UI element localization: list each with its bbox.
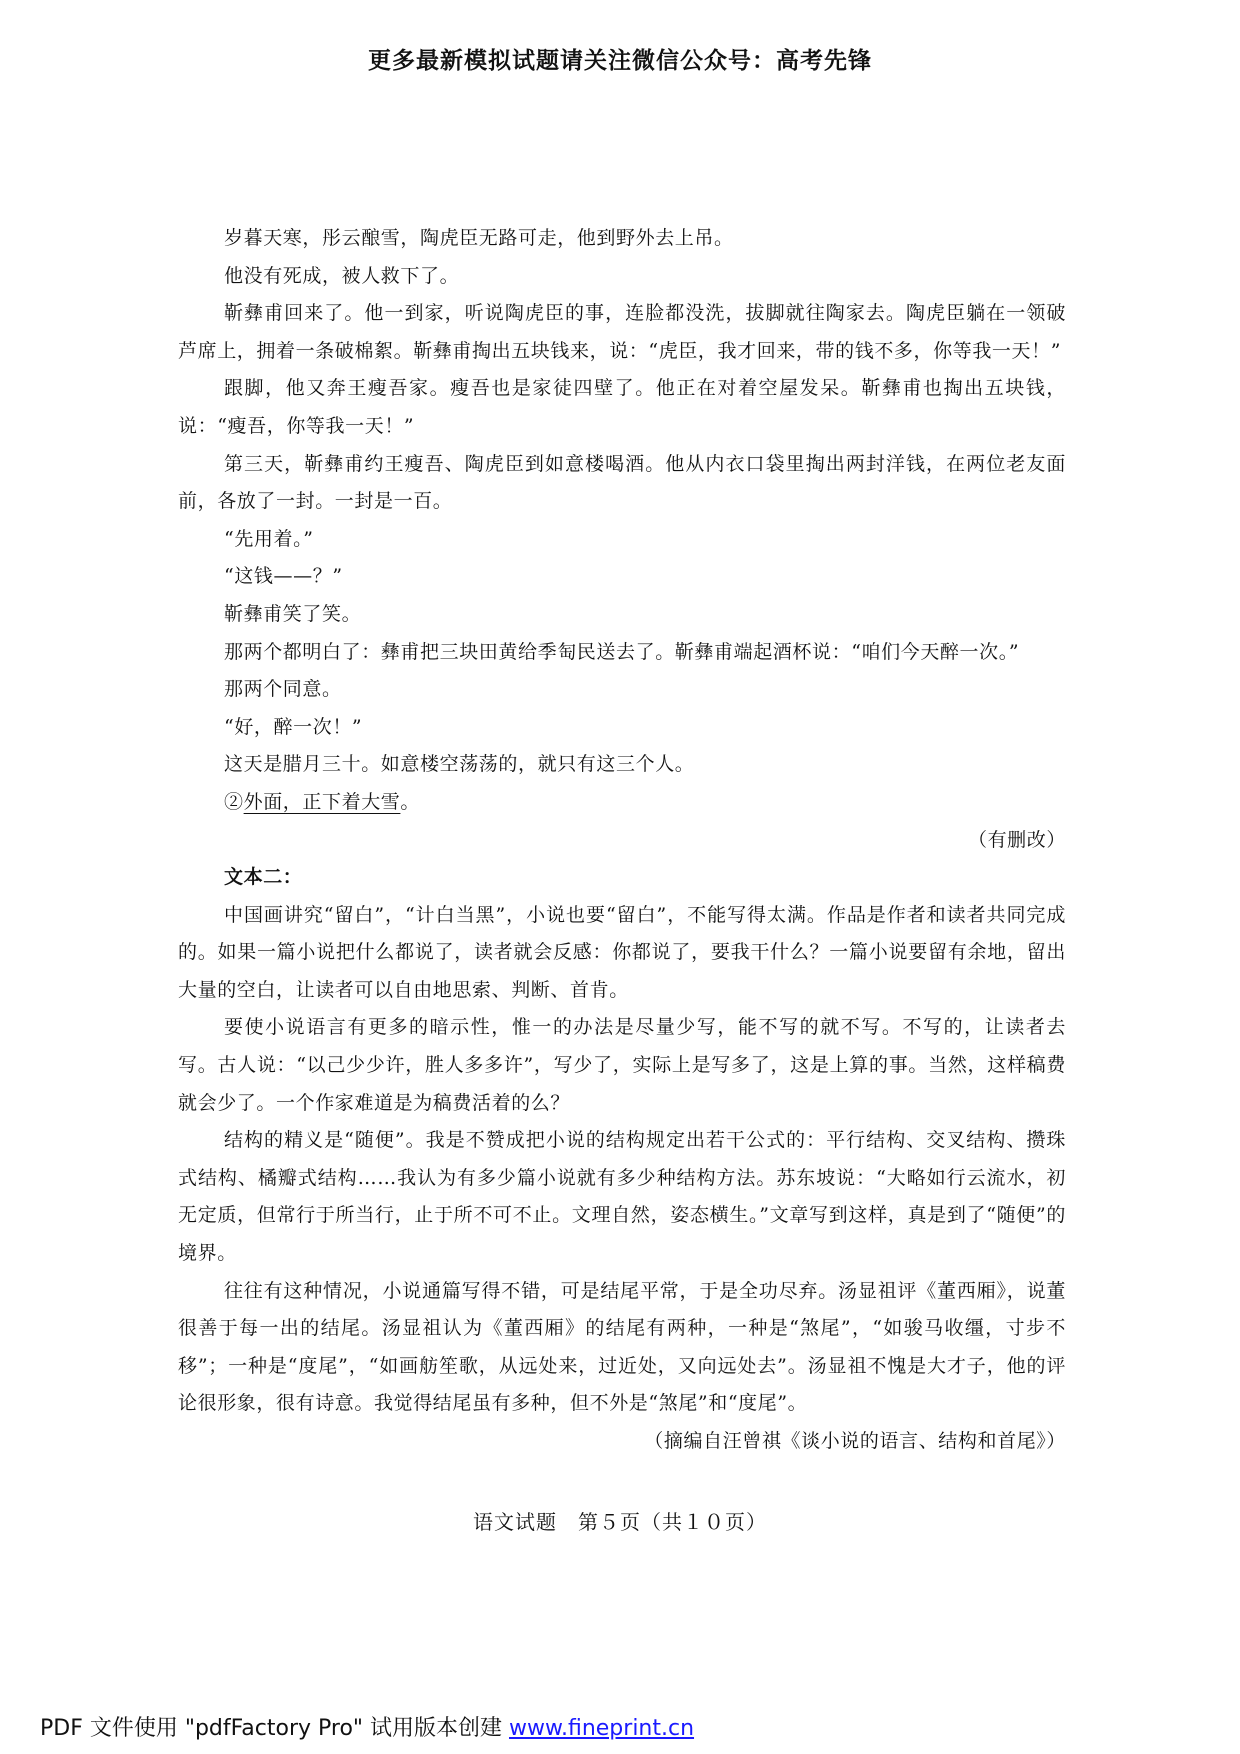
paragraph: 跟脚，他又奔王瘦吾家。瘦吾也是家徒四壁了。他正在对着空屋发呆。靳彝甫也掏出五块钱，说：“瘦吾，你等我一天！” — [178, 377, 1066, 437]
paragraph: 中国画讲究“留白”，“计白当黑”，小说也要“留白”，不能写得太满。作品是作者和读者共同完成的。如果一篇小说把什么都说了，读者就会反感：你都说了，要我干什么？一篇小说要留有余地，留出大量的空白，让读者可以自由地思索、判断、首肯。 — [178, 903, 1066, 1001]
paragraph: 他没有死成，被人救下了。 — [224, 264, 460, 287]
paragraph: 第三天，靳彝甫约王瘦吾、陶虎臣到如意楼喝酒。他从内衣口袋里掏出两封洋钱，在两位老友面前，各放了一封。一封是一百。 — [178, 452, 1066, 513]
paragraph: 要使小说语言有更多的暗示性，惟一的办法是尽量少写，能不写的就不写。不写的，让读者去写。古人说：“以己少少许，胜人多多许”，写少了，实际上是写多了，这是上算的事。当然，这样稿费就会少了。一个作家难道是为稿费活着的么？ — [178, 1016, 1066, 1114]
paragraph: 岁暮天寒，彤云酿雪，陶虎臣无路可走，他到野外去上吊。 — [224, 227, 734, 249]
paragraph: 那两个同意。 — [224, 678, 342, 701]
paragraph: 这天是腊月三十。如意楼空荡荡的，就只有这三个人。 — [224, 753, 695, 776]
paragraph: “先用着。” — [224, 527, 314, 550]
paragraph: 结构的精义是“随便”。我是不赞成把小说的结构规定出若干公式的：平行结构、交叉结构、攒珠式结构、橘瓣式结构……我认为有多少篇小说就有多少种结构方法。苏东坡说：“大略如行云流水，初无定质，但常行于所当行，止于所不可不止。文理自然，姿态横生。”文章写到这样，真是到了“随便”的境界。 — [178, 1129, 1066, 1265]
paragraph: 往往有这种情况，小说通篇写得不错，可是结尾平常，于是全功尽弃。汤显祖评《董西厢》，说董很善于每一出的结尾。汤显祖认为《董西厢》的结尾有两种，一种是“煞尾”，“如骏马收缰，寸步不移”；一种是“度尾”，“如画舫笙歌，从远处来，过近处，又向远处去”。汤显祖不愧是大才子，他的评论很形象，很有诗意。我觉得结尾虽有多种，但不外是“煞尾”和“度尾”。 — [178, 1279, 1066, 1415]
pdf-creator-banner — [40, 1711, 694, 1742]
paragraph: 那两个都明白了：彝甫把三块田黄给季匋民送去了。靳彝甫端起酒杯说：“咱们今天醉一次。” — [224, 640, 1020, 663]
sentence-end: 。 — [400, 790, 421, 813]
banner-text: PDF 文件使用 "pdfFactory Pro" 试用版本创建 — [40, 1716, 510, 1741]
paragraph: “这钱——？” — [224, 565, 343, 588]
article-body — [178, 220, 1066, 1461]
edit-note: （有删改） — [967, 828, 1066, 851]
text2-heading: 文本二： — [224, 866, 303, 889]
fineprint-link[interactable]: www.fineprint.cn — [509, 1716, 695, 1741]
underlined-sentence — [178, 784, 1066, 822]
source-citation: （摘编自汪曾祺《谈小说的语言、结构和首尾》） — [644, 1430, 1066, 1452]
paragraph: 靳彝甫回来了。他一到家，听说陶虎臣的事，连脸都没洗，拔脚就往陶家去。陶虎臣躺在一领破芦席上，拥着一条破棉絮。靳彝甫掏出五块钱来，说：“虎臣，我才回来，带的钱不多，你等我一天！” — [178, 302, 1066, 362]
paragraph: 靳彝甫笑了笑。 — [224, 602, 362, 625]
circled-number-marker: ② — [224, 790, 244, 813]
page-header: 更多最新模拟试题请关注微信公众号：高考先锋 — [368, 48, 872, 74]
page-footer: 语文试题 第５页（共１０页） — [473, 1510, 767, 1534]
paragraph: “好，醉一次！” — [224, 715, 363, 738]
underlined-text: 外面，正下着大雪 — [243, 790, 401, 813]
